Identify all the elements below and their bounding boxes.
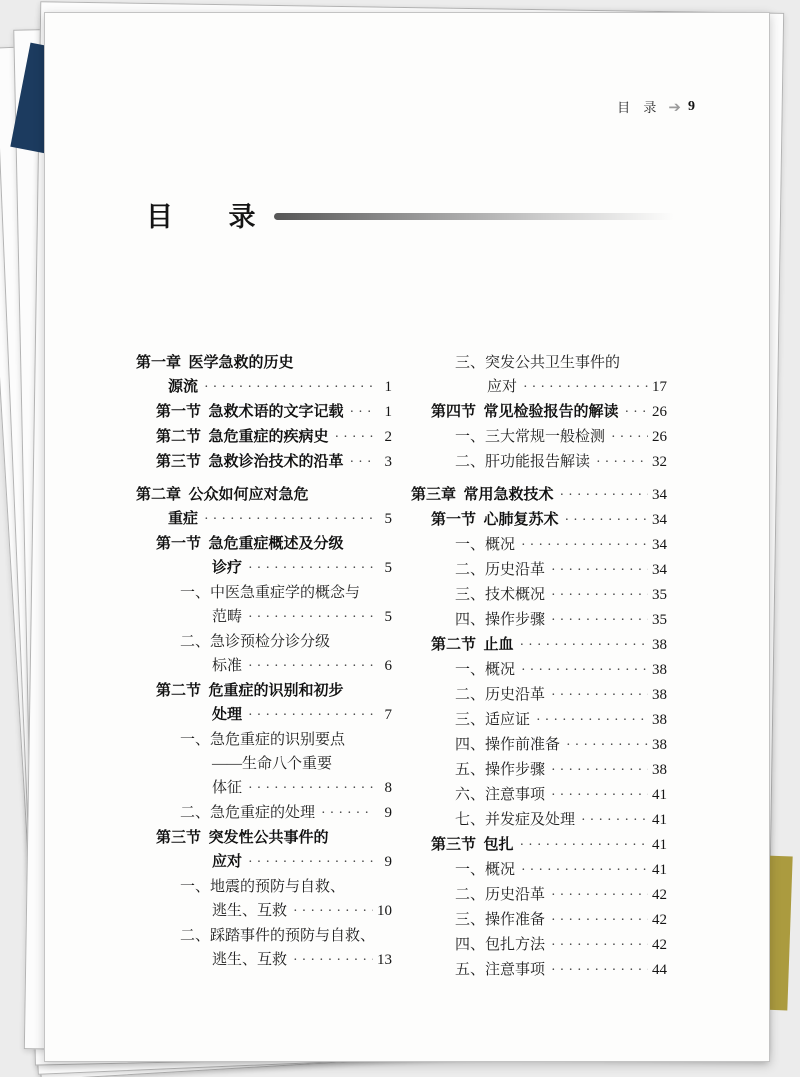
toc-entry xyxy=(411,958,667,983)
toc-entry-text: 第二节 止血 xyxy=(431,637,514,653)
toc-page-number: 38 xyxy=(652,762,667,778)
toc-page-number: 41 xyxy=(652,787,667,803)
toc-entry xyxy=(411,808,667,833)
toc-page-number: 6 xyxy=(384,658,392,674)
toc-entry-text: 第一节 急救术语的文字记载 xyxy=(156,404,344,420)
toc-entry xyxy=(411,608,667,633)
toc-column-left xyxy=(136,351,392,983)
toc-entry-text: 第三节 突发性公共事件的 xyxy=(156,830,329,846)
toc-page-number: 5 xyxy=(384,560,392,576)
toc-entry-text: 五、注意事项 xyxy=(455,962,546,978)
toc-entry-text: 四、操作前准备 xyxy=(455,737,561,753)
toc-entry-text: 体征 xyxy=(212,780,243,796)
toc-page-number: 41 xyxy=(652,812,667,828)
toc-entry xyxy=(136,776,392,801)
toc-entry xyxy=(411,708,667,733)
toc-entry-text: 标准 xyxy=(212,658,243,674)
toc-entry-text: 二、急危重症的处理 xyxy=(180,805,316,821)
toc-page-number: 8 xyxy=(384,780,392,796)
dot-leader xyxy=(335,425,373,450)
toc-entry-text: 二、踩踏事件的预防与自救、 xyxy=(180,928,376,944)
toc-entry-text: 一、概况 xyxy=(455,537,516,553)
toc-page-number: 9 xyxy=(384,805,392,821)
toc-entry xyxy=(136,400,392,425)
toc-entry-text: 第四节 常见检验报告的解读 xyxy=(431,404,619,420)
toc-entry xyxy=(411,400,667,425)
toc-entry xyxy=(136,875,392,899)
toc-entry xyxy=(411,508,667,533)
dot-leader xyxy=(581,808,648,833)
toc-entry xyxy=(411,833,667,858)
toc-entry xyxy=(411,533,667,558)
dot-leader xyxy=(551,683,648,708)
toc-entry xyxy=(136,850,392,875)
toc-entry xyxy=(136,507,392,532)
toc-entry xyxy=(136,654,392,679)
toc-page-number: 38 xyxy=(652,637,667,653)
toc-entry xyxy=(136,899,392,924)
dot-leader xyxy=(560,483,648,508)
toc-page-number: 3 xyxy=(384,454,392,470)
toc-entry xyxy=(411,351,667,375)
dot-leader xyxy=(321,801,373,826)
dot-leader xyxy=(248,654,373,679)
toc-entry-text: 应对 xyxy=(212,854,243,870)
toc-entry-text: 范畴 xyxy=(212,609,243,625)
toc-entry-text: 一、地震的预防与自救、 xyxy=(180,879,346,895)
toc-entry xyxy=(136,532,392,556)
toc-page-number: 34 xyxy=(652,512,667,528)
toc-entry-text: 第三节 包扎 xyxy=(431,837,514,853)
toc-entry-text: 第一节 急危重症概述及分级 xyxy=(156,536,344,552)
dot-leader xyxy=(204,507,373,532)
dot-leader xyxy=(350,400,373,425)
page-title: 目 录 xyxy=(146,202,270,232)
toc-entry-text: 二、急诊预检分诊分级 xyxy=(180,634,331,650)
toc-entry xyxy=(411,683,667,708)
dot-leader xyxy=(248,850,373,875)
toc-entry xyxy=(411,658,667,683)
toc-entry xyxy=(136,425,392,450)
toc-entry xyxy=(136,924,392,948)
dot-leader xyxy=(248,556,373,581)
toc-entry-text: 三、适应证 xyxy=(455,712,531,728)
dot-leader xyxy=(520,633,648,658)
dot-leader xyxy=(248,703,373,728)
running-header-page-number: 9 xyxy=(688,98,695,114)
toc-entry-text: 重症 xyxy=(168,511,199,527)
toc-entry-text: 逃生、互救 xyxy=(212,952,288,968)
toc-page-number: 13 xyxy=(377,952,392,968)
dot-leader xyxy=(551,558,648,583)
toc-page-number: 38 xyxy=(652,737,667,753)
running-header xyxy=(617,97,695,116)
toc-page-number: 17 xyxy=(652,379,667,395)
toc-page-number: 38 xyxy=(652,687,667,703)
toc-entry-text: 六、注意事项 xyxy=(455,787,546,803)
toc-entry-text: 二、历史沿革 xyxy=(455,687,546,703)
dot-leader xyxy=(523,375,648,400)
toc-entry xyxy=(136,605,392,630)
toc-page-number: 34 xyxy=(652,487,667,503)
dot-leader xyxy=(566,733,648,758)
toc-page-number: 35 xyxy=(652,587,667,603)
toc-entry-text: 四、包扎方法 xyxy=(455,937,546,953)
toc-page-number: 38 xyxy=(652,712,667,728)
dot-leader xyxy=(551,908,648,933)
toc-column-right xyxy=(411,351,667,983)
toc-entry xyxy=(411,883,667,908)
toc-entry-text: 五、操作步骤 xyxy=(455,762,546,778)
dot-leader xyxy=(521,533,648,558)
dot-leader xyxy=(551,958,648,983)
toc-page-number: 44 xyxy=(652,962,667,978)
toc-entry-text: 第一章 医学急救的历史 xyxy=(136,355,294,371)
toc-entry-text: ——生命八个重要 xyxy=(212,756,333,772)
toc-entry xyxy=(411,908,667,933)
toc-entry xyxy=(411,425,667,450)
dot-leader xyxy=(293,899,373,924)
toc-page-number: 26 xyxy=(652,404,667,420)
toc-entry-text: 处理 xyxy=(212,707,243,723)
toc-entry-text: 逃生、互救 xyxy=(212,903,288,919)
toc-entry-text: 三、技术概况 xyxy=(455,587,546,603)
toc-entry xyxy=(411,783,667,808)
toc-entry xyxy=(411,858,667,883)
toc-entry-text: 一、概况 xyxy=(455,862,516,878)
toc-page-number: 7 xyxy=(384,707,392,723)
toc-entry-text: 第二节 急危重症的疾病史 xyxy=(156,429,329,445)
toc-entry xyxy=(411,450,667,475)
toc-entry-text: 二、肝功能报告解读 xyxy=(455,454,591,470)
toc-entry-text: 诊疗 xyxy=(212,560,243,576)
toc-entry-text: 三、突发公共卫生事件的 xyxy=(455,355,621,371)
dot-leader xyxy=(611,425,648,450)
toc-entry-text: 三、操作准备 xyxy=(455,912,546,928)
title-rule xyxy=(274,213,674,220)
toc-entry-text: 第三章 常用急救技术 xyxy=(411,487,554,503)
toc xyxy=(136,351,667,983)
toc-page-number: 35 xyxy=(652,612,667,628)
dot-leader xyxy=(350,450,373,475)
dot-leader xyxy=(551,883,648,908)
dot-leader xyxy=(248,605,373,630)
toc-entry xyxy=(411,483,667,508)
toc-page-number: 32 xyxy=(652,454,667,470)
toc-entry xyxy=(411,583,667,608)
toc-entry xyxy=(411,375,667,400)
toc-page-number: 34 xyxy=(652,537,667,553)
dot-leader xyxy=(293,948,373,973)
toc-entry xyxy=(136,556,392,581)
toc-entry xyxy=(136,826,392,850)
toc-entry-text: 七、并发症及处理 xyxy=(455,812,576,828)
toc-entry-text: 一、急危重症的识别要点 xyxy=(180,732,346,748)
toc-entry xyxy=(136,450,392,475)
toc-page-number: 41 xyxy=(652,837,667,853)
toc-entry xyxy=(136,948,392,973)
dot-leader xyxy=(520,833,648,858)
toc-entry xyxy=(411,758,667,783)
toc-entry xyxy=(411,558,667,583)
toc-entry xyxy=(136,483,392,507)
toc-entry-text: 源流 xyxy=(168,379,199,395)
toc-entry-text: 二、历史沿革 xyxy=(455,887,546,903)
toc-entry xyxy=(136,581,392,605)
toc-entry xyxy=(136,728,392,752)
arrow-icon: ➔ xyxy=(668,97,681,116)
toc-entry-text: 四、操作步骤 xyxy=(455,612,546,628)
toc-page-number: 34 xyxy=(652,562,667,578)
toc-entry xyxy=(411,733,667,758)
toc-entry xyxy=(136,630,392,654)
toc-page-number: 5 xyxy=(384,511,392,527)
toc-entry xyxy=(136,679,392,703)
toc-entry-text: 一、概况 xyxy=(455,662,516,678)
toc-entry-text: 第二节 危重症的识别和初步 xyxy=(156,683,344,699)
toc-entry xyxy=(411,633,667,658)
dot-leader xyxy=(204,375,373,400)
toc-entry xyxy=(136,703,392,728)
toc-page-number: 1 xyxy=(384,404,392,420)
dot-leader xyxy=(248,776,373,801)
toc-page xyxy=(44,12,770,1062)
dot-leader xyxy=(551,783,648,808)
toc-page-number: 26 xyxy=(652,429,667,445)
dot-leader xyxy=(625,400,648,425)
toc-entry-text: 二、历史沿革 xyxy=(455,562,546,578)
toc-entry-text: 第一节 心肺复苏术 xyxy=(431,512,559,528)
toc-page-number: 42 xyxy=(652,887,667,903)
dot-leader xyxy=(596,450,648,475)
dot-leader xyxy=(551,758,648,783)
toc-page-number: 2 xyxy=(384,429,392,445)
toc-page-number: 9 xyxy=(384,854,392,870)
toc-page-number: 5 xyxy=(384,609,392,625)
dot-leader xyxy=(551,608,648,633)
toc-entry xyxy=(411,933,667,958)
toc-page-number: 38 xyxy=(652,662,667,678)
dot-leader xyxy=(521,658,648,683)
toc-entry-text: 一、中医急重症学的概念与 xyxy=(180,585,361,601)
toc-page-number: 41 xyxy=(652,862,667,878)
toc-page-number: 1 xyxy=(384,379,392,395)
toc-entry xyxy=(136,752,392,776)
running-header-title: 目 录 xyxy=(617,100,662,115)
toc-page-number: 42 xyxy=(652,937,667,953)
title-row xyxy=(146,195,674,234)
dot-leader xyxy=(565,508,648,533)
toc-entry xyxy=(136,801,392,826)
toc-entry-text: 一、三大常规一般检测 xyxy=(455,429,606,445)
toc-page-number: 10 xyxy=(377,903,392,919)
toc-entry-text: 第三节 急救诊治技术的沿革 xyxy=(156,454,344,470)
dot-leader xyxy=(536,708,648,733)
dot-leader xyxy=(521,858,648,883)
toc-entry-text: 第二章 公众如何应对急危 xyxy=(136,487,309,503)
dot-leader xyxy=(551,933,648,958)
toc-entry xyxy=(136,375,392,400)
toc-entry xyxy=(136,351,392,375)
toc-entry-text: 应对 xyxy=(487,379,518,395)
toc-page-number: 42 xyxy=(652,912,667,928)
dot-leader xyxy=(551,583,648,608)
